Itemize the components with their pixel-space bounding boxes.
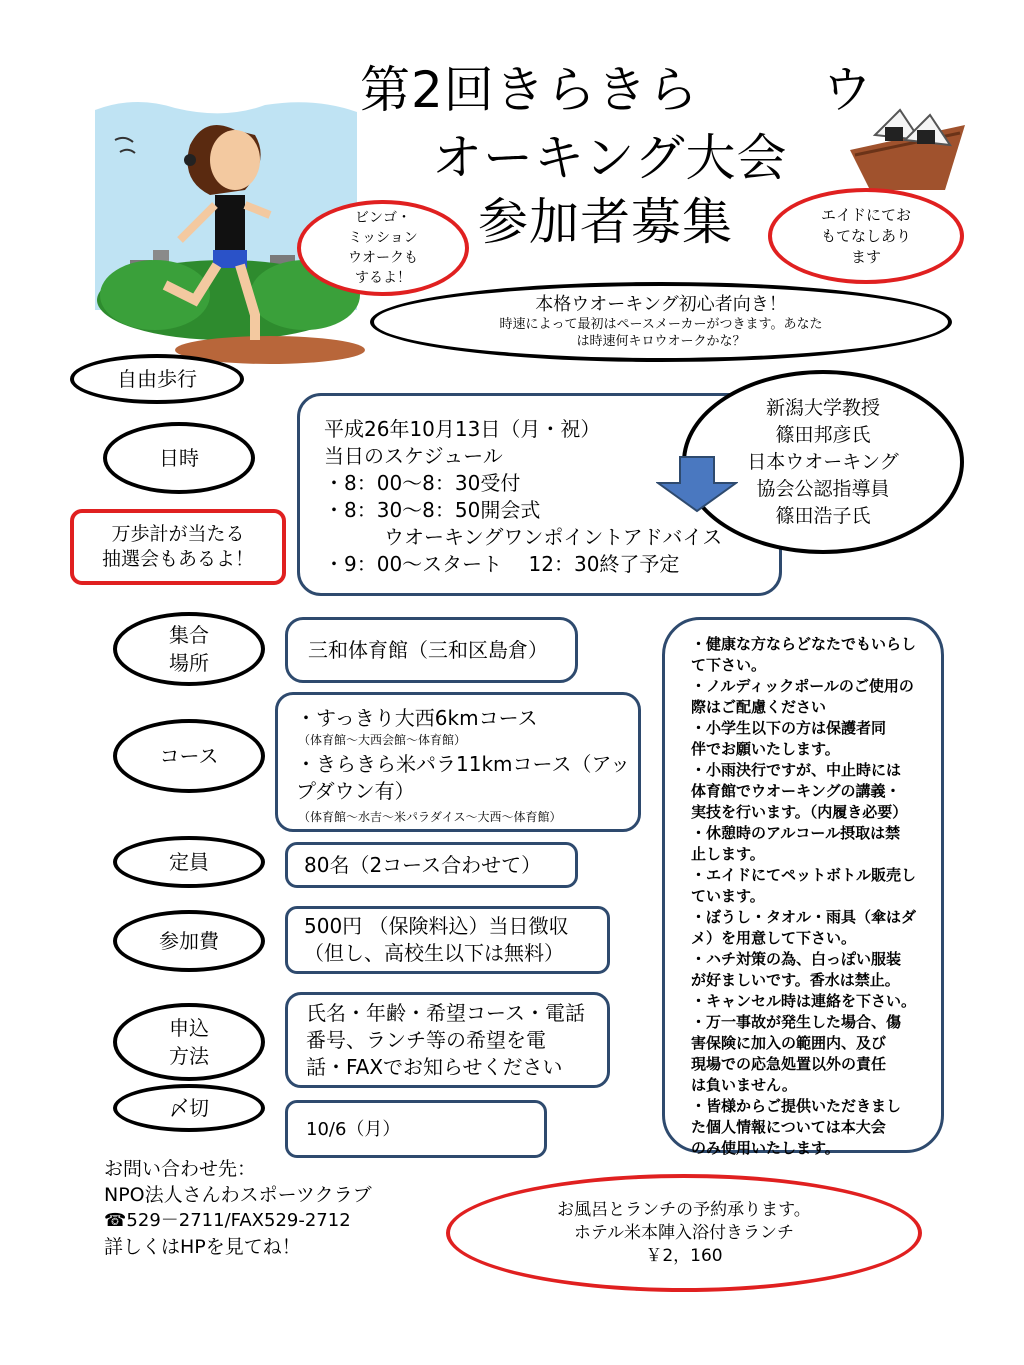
fee-text: 500円 （保険料込）当日徴収 （但し、高校生以下は無料） — [304, 914, 569, 965]
aid-bubble — [768, 188, 964, 284]
pedometer-text: 万歩計が当たる 抽選会もあるよ！ — [101, 523, 254, 570]
schedule-heading: 当日のスケジュール — [324, 444, 503, 468]
fee-label — [113, 910, 265, 972]
course-label — [113, 719, 265, 793]
title-line1: 第2回きらきら — [360, 61, 699, 119]
schedule-date: 平成26年10月13日（月・祝） — [324, 417, 601, 441]
beginner-headline: 本格ウオーキング初心者向き！ — [535, 294, 787, 315]
bingo-bubble — [297, 200, 469, 296]
contact-block — [104, 1156, 372, 1260]
fee-label-text: 参加費 — [159, 929, 219, 953]
schedule-item-opening: ・8：30～8：50開会式 — [324, 498, 541, 522]
instructor-text: 新潟大学教授 篠田邦彦氏 日本ウオーキング 協会公認指導員 篠田浩子氏 — [747, 396, 899, 527]
apply-label — [113, 1003, 265, 1081]
datetime-label — [103, 422, 255, 494]
beginner-banner — [370, 282, 952, 362]
deadline-box — [285, 1100, 547, 1158]
beginner-subtext: 時速によって最初はペースメーカーがつきます。あなた は時速何キロウオークかな？ — [499, 317, 823, 349]
schedule-item-reception: ・8：00～8：30受付 — [324, 471, 521, 495]
contact-org: NPO法人さんわスポーツクラブ — [104, 1184, 372, 1206]
aid-bubble-text: エイドにてお もてなしあり ます — [820, 205, 911, 266]
course-box — [275, 692, 641, 832]
meeting-box — [285, 617, 578, 683]
deadline-label-text: 〆切 — [169, 1096, 209, 1120]
notes-text: ・健康な方ならどなたでもいらし て下さい。 ・ノルディックポールのご使用の 際はご配慮ください ・小学生以下の方は保護者同 伴でお願いたします。 ・小雨決行ですが、中止時には 体育館でウオーキングの講義・ 実技を行います。（内履き必要） ・休憩時のアルコール摂取は禁 止します。 ・エイドにてペットボトル販売し ています。 ・ぼうし・タオル・雨具（傘はダ メ）を用意して下さい。 ・ハチ対策の為、白っぽい服装 が好ましいです。香水は禁止。 ・キャンセル時は連絡を下さい。 ・万一事故が発生した場合、傷 害保険に加入の範囲内、及び 現場での応急処置以外の責任 は負いません。 ・皆様からご提供いただきまし た個人情報については本大会 のみ使用いたします。 — [691, 635, 917, 1157]
capacity-box — [285, 842, 578, 888]
lunch-text: お風呂とランチの予約承ります。 ホテル米本陣入浴付きランチ ￥2，160 — [557, 1199, 811, 1266]
apply-box — [285, 992, 610, 1088]
apply-text: 氏名・年齢・希望コース・電話 番号、ランチ等の希望を電 話・FAXでお知らせください — [306, 1000, 585, 1079]
deadline-text: 10/6（月） — [306, 1118, 401, 1140]
contact-heading: お問い合わせ先： — [104, 1158, 257, 1180]
title-line2: オーキング大会 — [432, 129, 788, 187]
meeting-label — [113, 612, 265, 686]
notes-box — [662, 617, 944, 1157]
title-line3: 参加者募集 — [478, 193, 733, 251]
capacity-label-text: 定員 — [169, 850, 209, 874]
down-arrow-icon — [656, 455, 738, 513]
free-walk-label — [70, 354, 244, 404]
capacity-text: 80名（2コース合わせて） — [304, 852, 542, 877]
deadline-label — [113, 1084, 265, 1132]
onigiri-basket-illustration — [845, 95, 970, 195]
course-2-route: （体育館～水吉～米パラダイス～大西～体育館） — [298, 810, 562, 824]
bingo-bubble-text: ビンゴ・ ミッション ウオークも するよ！ — [348, 210, 418, 286]
capacity-label — [113, 836, 265, 888]
course-1-route: （体育館～大西会館～体育館） — [298, 733, 467, 747]
pedometer-box — [70, 509, 286, 585]
fee-box — [285, 906, 610, 974]
course-label-text: コース — [159, 744, 219, 768]
course-2: ・きらきら米パラ11kmコース（アッ プダウン有） — [296, 752, 631, 803]
meeting-label-text: 集合 場所 — [169, 623, 209, 675]
free-walk-text: 自由歩行 — [117, 367, 197, 391]
contact-phone: ☎529－2711/FAX529-2712 — [104, 1210, 351, 1231]
schedule-item-start: ・9：00～スタート 12：30終了予定 — [324, 552, 680, 576]
lunch-bubble — [446, 1174, 922, 1292]
datetime-label-text: 日時 — [159, 446, 199, 470]
schedule-item-advice: ウオーキングワンポイントアドバイス — [384, 525, 723, 549]
course-1: ・すっきり大西6kmコース — [296, 706, 538, 730]
meeting-place-text: 三和体育館（三和区島倉） — [308, 637, 548, 662]
contact-website: 詳しくはHPを見てね！ — [104, 1236, 301, 1258]
apply-label-text: 申込 方法 — [169, 1016, 209, 1068]
title-line1-end: ウ — [822, 61, 873, 119]
